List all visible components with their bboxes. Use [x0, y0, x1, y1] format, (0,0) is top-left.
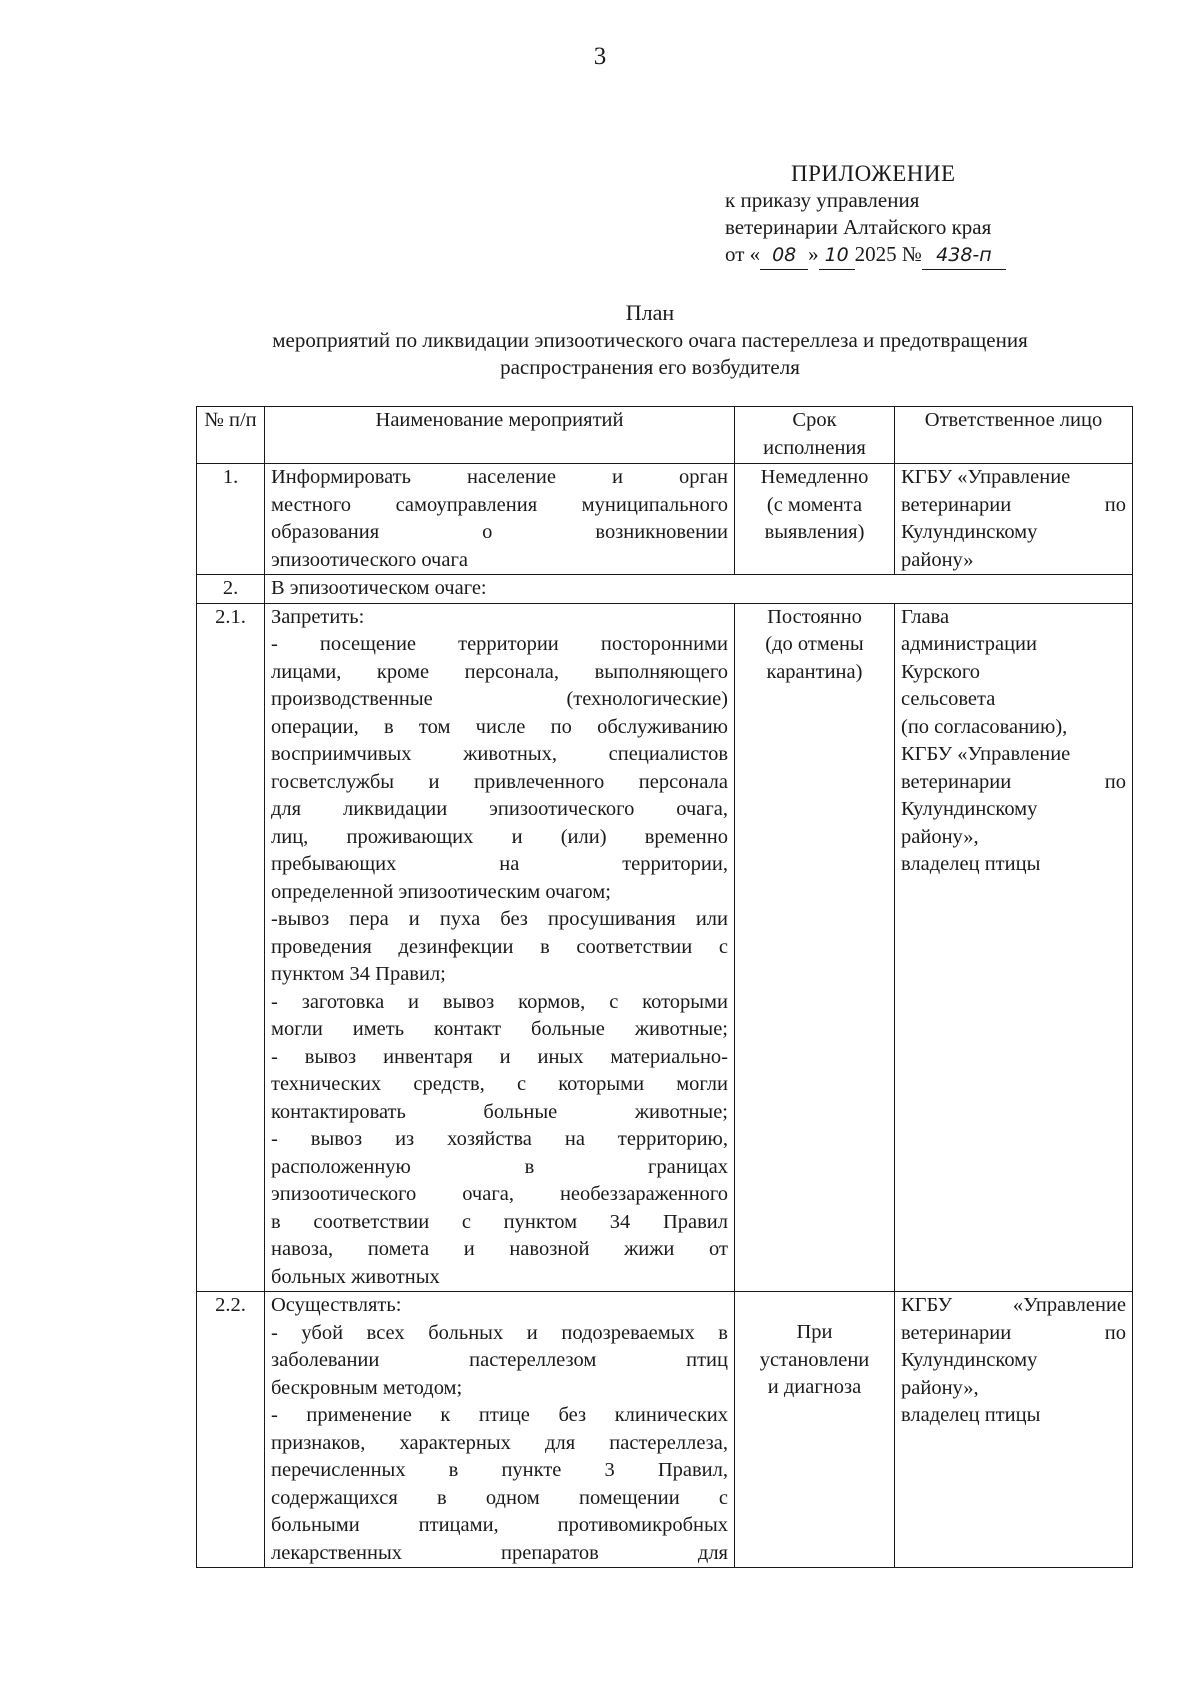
- header-term: Срок исполнения: [735, 407, 895, 464]
- plan-title: План: [625, 300, 675, 325]
- row-name-line: заболевании пастереллезом птиц: [271, 1349, 728, 1371]
- row-term-line: (с момента: [766, 493, 863, 516]
- row-num: 2.2.: [197, 1292, 265, 1568]
- table-row: [197, 464, 1133, 575]
- row-name-line: - вывоз из хозяйства на территорию,: [271, 1128, 728, 1150]
- row-name-line: для ликвидации эпизоотического очага,: [271, 798, 728, 820]
- row-name-line: местного самоуправления муниципального: [271, 493, 728, 516]
- row-name-line: лиц, проживающих и (или) временно: [271, 825, 728, 848]
- row-name-line: Осуществлять:: [271, 1294, 402, 1316]
- row-name-line: определенной эпизоотическим очагом;: [271, 880, 611, 903]
- row-resp-line: (по согласованию),: [901, 715, 1068, 738]
- row-resp-line: сельсовета: [901, 688, 996, 710]
- row-name: [265, 1292, 735, 1568]
- row-name-line: операции, в том числе по обслуживанию: [271, 715, 728, 738]
- date-prefix: от «: [725, 242, 761, 266]
- row-name-line: пунктом 34 Правил;: [271, 963, 446, 985]
- row-name: [265, 464, 735, 575]
- row-resp-line: Курского: [901, 660, 981, 683]
- row-name-line: проведения дезинфекции в соответствии с: [271, 935, 728, 958]
- row-resp-line: ветеринарии по: [901, 493, 1126, 516]
- row-resp-line: Кулундинскому: [901, 521, 1038, 543]
- row-name-line: содержащихся в одном помещении с: [271, 1486, 728, 1509]
- header-name: Наименование мероприятий: [265, 407, 735, 464]
- row-num: 1.: [197, 464, 265, 575]
- row-name-line: пребывающих на территории,: [271, 853, 728, 875]
- header-num: № п/п: [197, 407, 265, 464]
- table-row: [197, 575, 1133, 604]
- plan-subtitle-line-1: мероприятий по ликвидации эпизоотического очага пастереллеза и предотвращения: [272, 328, 1028, 352]
- plan-table: [196, 406, 1133, 1568]
- row-name-line: производственные (технологические): [271, 688, 728, 710]
- handwritten-order-number: 438-п: [922, 242, 1006, 270]
- plan-subtitle: [195, 327, 1105, 381]
- row-resp-line: району»,: [901, 1376, 979, 1399]
- row-term: [735, 603, 895, 1292]
- row-resp-line: владелец птицы: [901, 853, 1041, 875]
- date-mid: »: [808, 242, 819, 266]
- row-name: В эпизоотическом очаге:: [265, 575, 1133, 604]
- row-name-line: лицами, кроме персонала, выполняющего: [271, 660, 728, 683]
- appendix-line-1: к приказу управления: [725, 188, 920, 212]
- row-resp-line: КГБУ «Управление: [901, 1294, 1126, 1316]
- row-resp-line: ветеринарии по: [901, 770, 1126, 793]
- row-resp-line: Кулундинскому: [901, 798, 1038, 820]
- row-term-line: Немедленно: [760, 466, 869, 488]
- row-name-line: госветслужбы и привлеченного персонала: [271, 770, 728, 793]
- row-term-line: установлени: [759, 1348, 870, 1371]
- appendix-date-line: [725, 241, 1165, 270]
- row-name-line: больных животных: [271, 1265, 440, 1288]
- handwritten-month: 10: [819, 242, 855, 270]
- row-name-line: лекарственных препаратов для: [271, 1541, 728, 1564]
- handwritten-day: 08: [760, 242, 808, 270]
- row-num: 2.: [197, 575, 265, 604]
- row-name: [265, 603, 735, 1292]
- row-term-line: Постоянно: [767, 605, 862, 628]
- appendix-line-2: ветеринарии Алтайского края: [725, 215, 992, 239]
- row-resp-line: району»: [901, 548, 974, 571]
- date-year: 2025 №: [854, 242, 922, 266]
- row-term: [735, 1292, 895, 1568]
- row-name-line: эпизоотического очага: [271, 548, 468, 571]
- row-name-line: эпизоотического очага, необеззараженного: [271, 1183, 728, 1205]
- row-responsible: [895, 464, 1133, 575]
- row-term: [735, 464, 895, 575]
- row-name-line: -вывоз пера и пуха без просушивания или: [271, 908, 728, 930]
- row-term-line: карантина): [766, 660, 863, 683]
- row-name-line: бескровным методом;: [271, 1376, 463, 1399]
- table-row: [197, 603, 1133, 1292]
- row-name-line: Информировать население и орган: [271, 466, 728, 488]
- row-name-line: восприимчивых животных, специалистов: [271, 743, 728, 765]
- row-name-line: - посещение территории посторонними: [271, 633, 728, 655]
- row-name-line: могли иметь контакт больные животные;: [271, 1018, 728, 1040]
- table-header-row: [197, 407, 1133, 464]
- row-name-line: технических средств, с которыми могли: [271, 1073, 728, 1095]
- row-resp-line: КГБУ «Управление: [901, 466, 1071, 488]
- row-responsible: [895, 603, 1133, 1292]
- row-resp-line: владелец птицы: [901, 1404, 1041, 1426]
- row-term-line: При: [796, 1321, 833, 1343]
- table-row: [197, 1292, 1133, 1568]
- appendix-title: ПРИЛОЖЕНИЕ: [791, 161, 956, 186]
- row-resp-line: Глава: [901, 605, 950, 628]
- row-resp-line: району»,: [901, 825, 979, 848]
- row-name-line: в соответствии с пунктом 34 Правил: [271, 1210, 728, 1233]
- appendix-header: [725, 160, 1165, 270]
- row-resp-line: администрации: [901, 633, 1037, 655]
- row-name-line: перечисленных в пункте 3 Правил,: [271, 1459, 728, 1481]
- row-term-line: (до отмены: [765, 633, 864, 655]
- page-number: 3: [593, 43, 607, 70]
- row-name-line: навоза, помета и навозной жижи от: [271, 1238, 728, 1260]
- row-resp-line: КГБУ «Управление: [901, 743, 1071, 765]
- row-responsible: [895, 1292, 1133, 1568]
- row-resp-line: Кулундинскому: [901, 1349, 1038, 1371]
- row-num: 2.1.: [197, 603, 265, 1292]
- row-term-line: и диагноза: [767, 1376, 862, 1398]
- plan-subtitle-line-2: распространения его возбудителя: [500, 355, 800, 379]
- row-name-line: Запретить:: [271, 605, 365, 628]
- row-name-line: контактировать больные животные;: [271, 1100, 728, 1123]
- row-name-line: образования о возникновении: [271, 521, 728, 543]
- row-name-line: больными птицами, противомикробных: [271, 1514, 728, 1536]
- row-name-line: признаков, характерных для пастереллеза,: [271, 1431, 728, 1454]
- row-term-line: выявления): [764, 521, 865, 543]
- row-name-line: - убой всех больных и подозреваемых в: [271, 1321, 728, 1344]
- row-name-line: - вывоз инвентаря и иных материально-: [271, 1045, 728, 1068]
- row-name-line: расположенную в границах: [271, 1155, 728, 1178]
- row-name-line: - заготовка и вывоз кормов, с которыми: [271, 990, 728, 1013]
- row-resp-line: ветеринарии по: [901, 1321, 1126, 1344]
- row-name-line: - применение к птице без клинических: [271, 1404, 728, 1426]
- header-responsible: Ответственное лицо: [895, 407, 1133, 464]
